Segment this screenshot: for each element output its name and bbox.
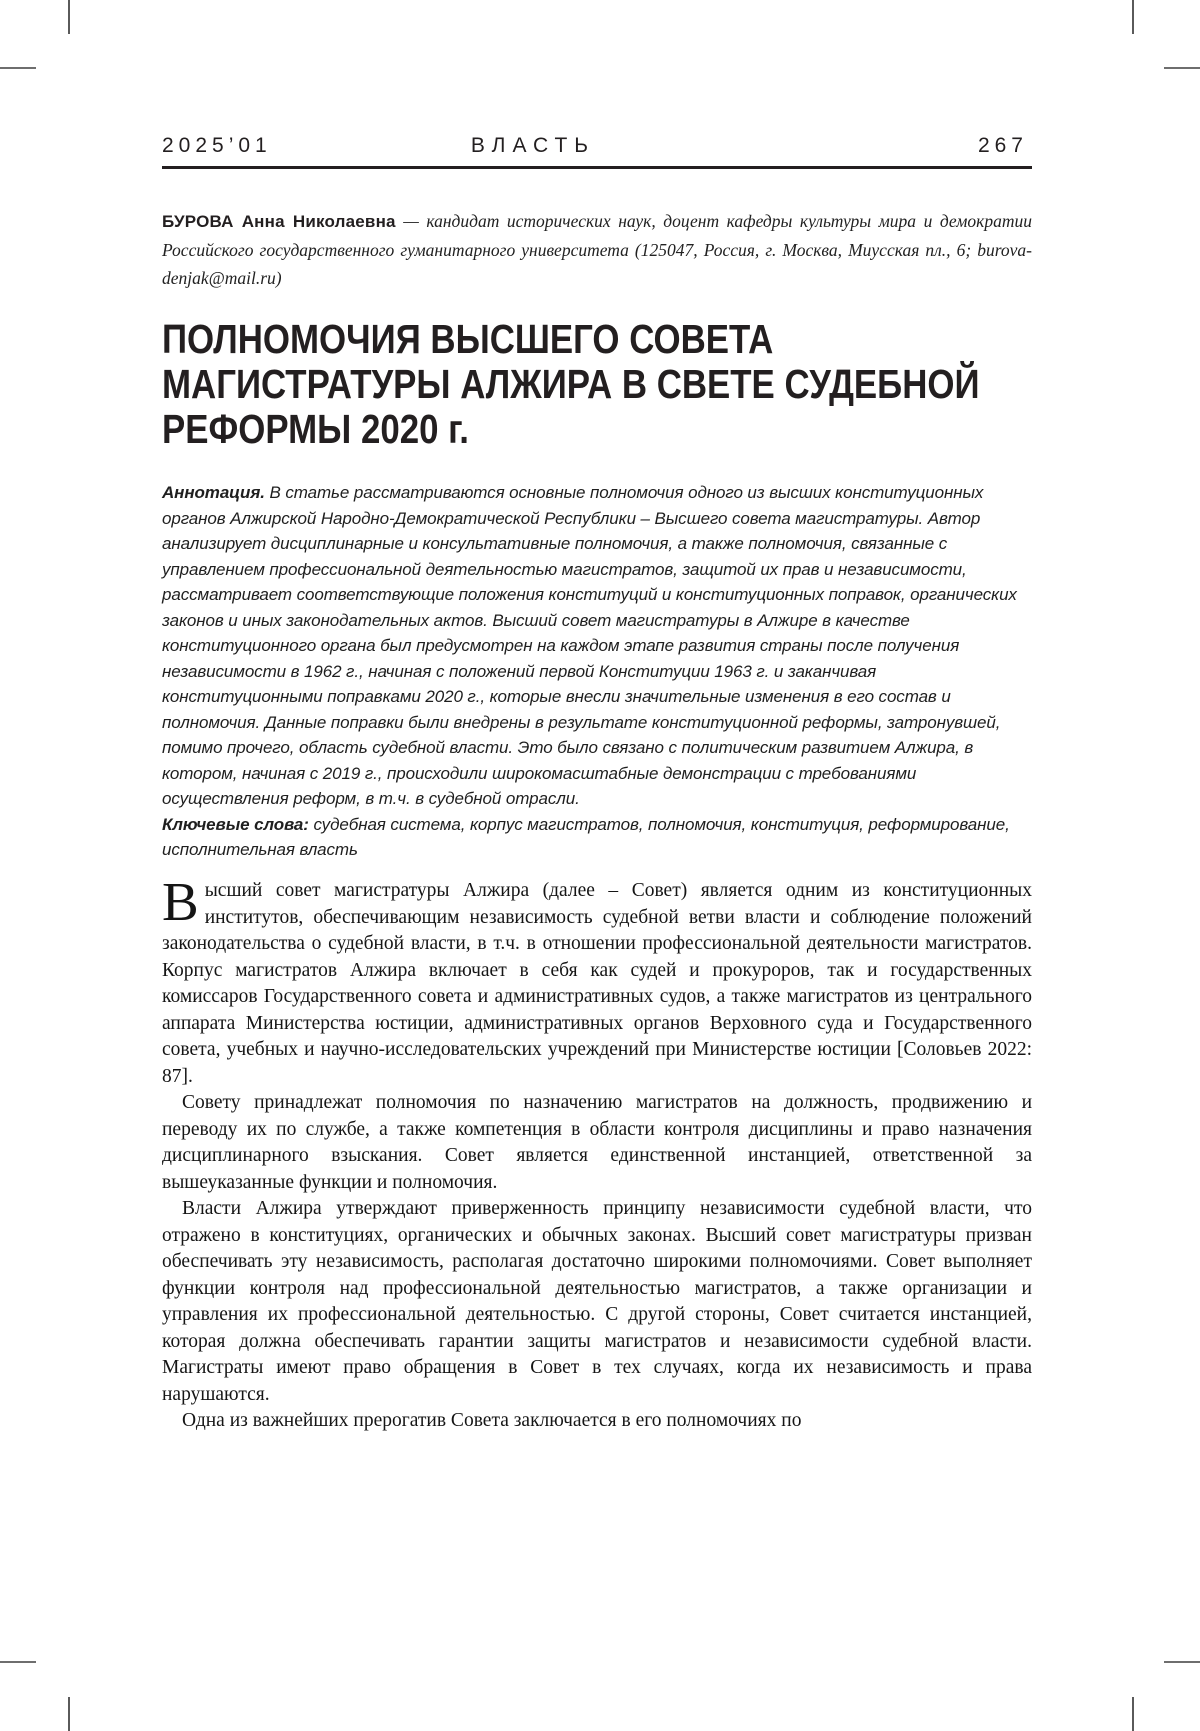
article-title-line-3: РЕФОРМЫ 2020 г. bbox=[162, 406, 469, 452]
keywords-label: Ключевые слова: bbox=[162, 814, 309, 834]
keywords-paragraph bbox=[162, 812, 1032, 863]
header-rule bbox=[162, 166, 1032, 169]
body-paragraph-1 bbox=[162, 871, 1032, 1090]
keywords-text: судебная система, корпус магистратов, полномочия, конституция, реформирование, исполнительная власть bbox=[162, 814, 1010, 859]
article-body bbox=[162, 871, 1032, 1435]
article-title bbox=[162, 317, 1062, 452]
author-affiliation: — кандидат исторических наук, доцент кафедры культуры мира и демократии Российского государственного гуманитарного университета (125047, Россия, г. Москва, Миусская пл., 6; burova-denjak@mail.ru) bbox=[162, 211, 1032, 288]
body-paragraph-4: Одна из важнейших прерогатив Совета заключается в его полномочиях по bbox=[182, 1410, 802, 1431]
body-paragraph-3: Власти Алжира утверждают приверженность принципу независимости судебной власти, что отражено в конституциях, органических и обычных законах. Высший совет магистратуры призван обеспечивать эту независимость, располагая достаточно широкими полномочиями. Совет выполняет функции контроля над профессиональной деятельностью магистратов, а также организации и управления их профессиональной деятельностью. С другой стороны, Совет считается инстанцией, которая должна обеспечивать гарантии защиты магистратов и независимости судебной власти. Магистраты имеют право обращения в Совет в тех случаях, когда их независимость и права нарушаются. bbox=[162, 1198, 1032, 1405]
crop-mark-top-left-vertical bbox=[68, 0, 70, 34]
body-paragraph-1-text: ысший совет магистратуры Алжира (далее – Совет) является одним из конституционных институтов, обеспечивающим независимость судебной ветви власти и соблюдение положений законодательства о судебной власти, в т.ч. в отношении профессиональной деятельности магистратов. Корпус магистратов Алжира включает в себя как судей и прокуроров, так и государственных комиссаров Государственного совета и административных судов, а также магистратов из центрального аппарата Министерства юстиции, административных органов Верховного суда и Государственного совета, учебных и научно-исследовательских учреждений при Министерстве юстиции [Соловьев 2022: 87]. bbox=[162, 880, 1032, 1087]
abstract-paragraph bbox=[162, 480, 1032, 812]
crop-mark-bottom-right-horizontal bbox=[1164, 1661, 1200, 1663]
article-title-line-2: МАГИСТРАТУРЫ АЛЖИРА В СВЕТЕ СУДЕБНОЙ bbox=[162, 361, 980, 407]
abstract-text: В статье рассматриваются основные полномочия одного из высших конституционных органов Алжирской Народно-Демократической Республики – Высшего совета магистратуры. Автор анализирует дисциплинарные и консультативные полномочия, а также полномочия, связанные с управлением профессиональной деятельностью магистратов, защитой их прав и независимости, рассматривает соответствующие положения конституций и конституционных поправок, органических законов и иных законодательных актов. Высший совет магистратуры в Алжире в качестве конституционного органа был предусмотрен на каждом этапе развития страны после получения независимости в 1962 г., начиная с положений первой Конституции 1963 г. и заканчивая конституционными поправками 2020 г., которые внесли значительные изменения в его состав и полномочия. Данные поправки были внедрены в результате конституционной реформы, затронувшей, помимо прочего, область судебной власти. Это было связано с политическим развитием Алжира, в котором, начиная с 2019 г., происходили широкомасштабные демонстрации с требованиями осуществления реформ, в т.ч. в судебной отрасли. bbox=[162, 483, 1017, 808]
crop-mark-bottom-right-vertical bbox=[1132, 1697, 1134, 1731]
crop-mark-top-right-vertical bbox=[1132, 0, 1134, 34]
abstract-section bbox=[162, 480, 1032, 863]
article-title-line-1: ПОЛНОМОЧИЯ ВЫСШЕГО СОВЕТА bbox=[162, 316, 774, 362]
journal-title: ВЛАСТЬ bbox=[470, 134, 596, 157]
drop-cap: В bbox=[162, 871, 199, 932]
crop-mark-bottom-left-vertical bbox=[68, 1697, 70, 1731]
page-number: 267 bbox=[977, 134, 1028, 157]
abstract-label: Аннотация. bbox=[162, 483, 265, 502]
crop-mark-top-left-horizontal bbox=[0, 67, 36, 69]
author-name: БУРОВА Анна Николаевна bbox=[162, 212, 396, 231]
issue-number: 2025’01 bbox=[162, 134, 272, 157]
author-block bbox=[162, 207, 1032, 292]
running-head bbox=[0, 134, 1200, 164]
crop-mark-top-right-horizontal bbox=[1164, 67, 1200, 69]
crop-mark-bottom-left-horizontal bbox=[0, 1661, 36, 1663]
body-paragraph-2: Совету принадлежат полномочия по назначению магистратов на должность, продвижению и переводу их по службе, а также компетенция в области контроля дисциплины и право назначения дисциплинарного взыскания. Совет является единственной инстанцией, ответственной за вышеуказанные функции и полномочия. bbox=[162, 1092, 1032, 1193]
